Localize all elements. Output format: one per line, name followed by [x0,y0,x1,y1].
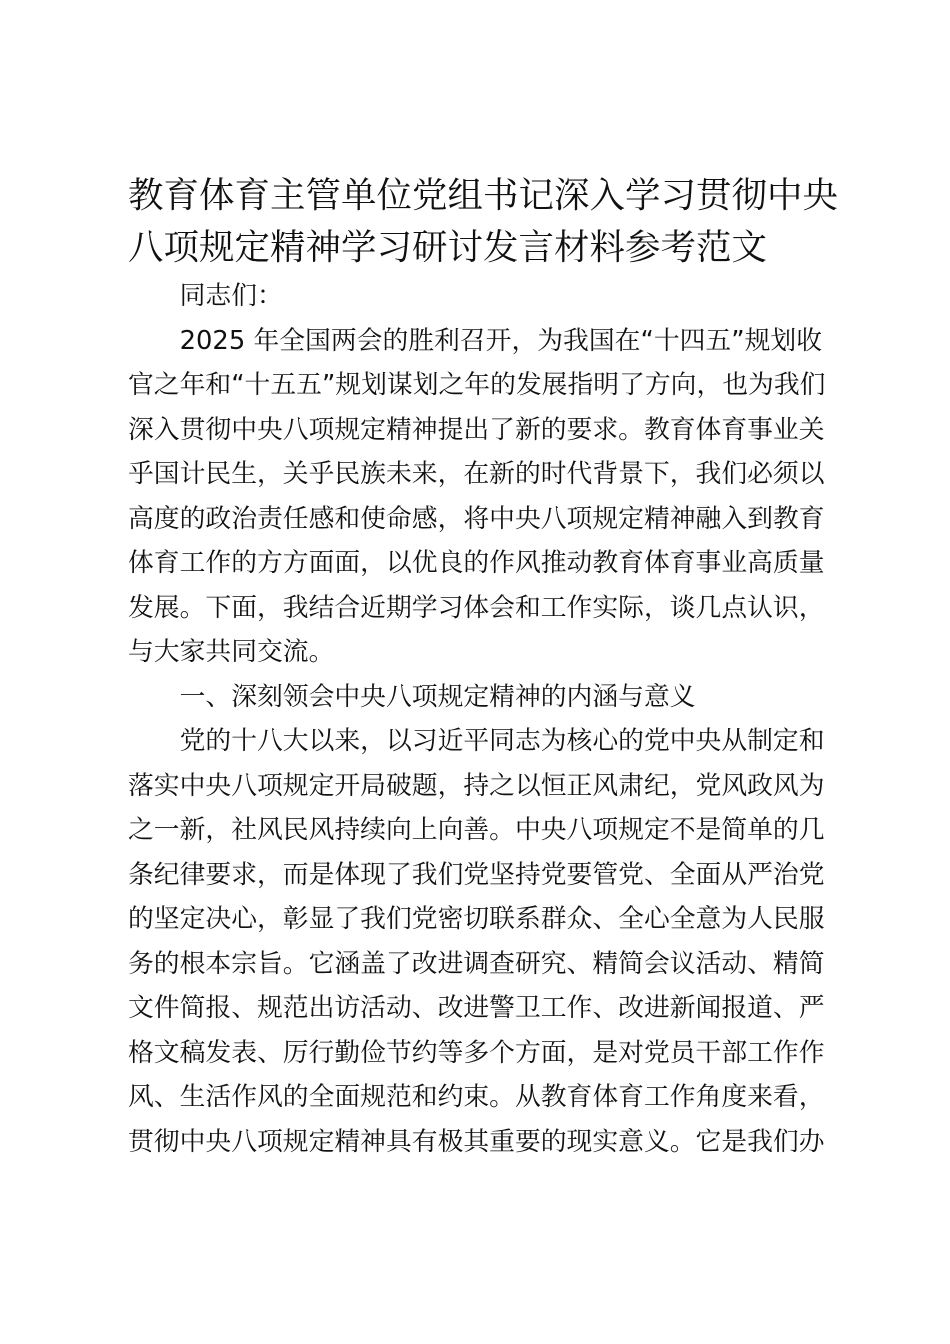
paragraph-2 [128,719,825,1164]
section-1-heading: 一、深刻领会中央八项规定精神的内涵与意义 [179,681,696,712]
title-line-2: 八项规定精神学习研讨发言材料参考范文 [128,227,768,268]
title-line-1: 教育体育主管单位党组书记深入学习贯彻中央 [128,175,839,216]
document-page [128,170,839,1164]
paragraph-2-line-10: 贯彻中央八项规定精神具有极其重要的现实意义。它是我们办 [128,1126,825,1157]
paragraph-1-line-3: 深入贯彻中央八项规定精神提出了新的要求。教育体育事业关 [128,414,825,445]
paragraph-1-line-8: 与大家共同交流。 [128,637,335,667]
paragraph-1-line-6: 体育工作的方方面面，以优良的作风推动教育体育事业高质量 [128,548,825,578]
salutation: 同志们： [179,281,283,311]
paragraph-2-line-1: 党的十八大以来，以习近平同志为核心的党中央从制定和 [179,726,825,756]
paragraph-2-line-2: 落实中央八项规定开局破题，持之以恒正风肃纪，党风政风为 [128,770,825,801]
paragraph-2-line-3: 之一新，社风民风持续向上向善。中央八项规定不是简单的几 [128,815,825,845]
paragraph-2-line-4: 条纪律要求，而是体现了我们党坚持党要管党、全面从严治党 [128,859,825,890]
paragraph-1-line-7: 发展。下面，我结合近期学习体会和工作实际，谈几点认识， [128,592,825,623]
paragraph-2-line-9: 风、生活作风的全面规范和约束。从教育体育工作角度来看， [128,1082,825,1112]
paragraph-1 [128,319,826,675]
paragraph-2-line-5: 的坚定决心，彰显了我们党密切联系群众、全心全意为人民服 [128,904,825,934]
paragraph-2-line-7: 文件简报、规范出访活动、改进警卫工作、改进新闻报道、严 [128,993,825,1023]
paragraph-1-line-1: 2025 年全国两会的胜利召开，为我国在“十四五”规划收 [179,325,822,356]
paragraph-2-line-6: 务的根本宗旨。它涵盖了改进调查研究、精简会议活动、精简 [128,948,825,979]
paragraph-2-line-8: 格文稿发表、厉行勤俭节约等多个方面，是对党员干部工作作 [128,1037,825,1068]
document-title [128,170,839,274]
paragraph-1-line-4: 乎国计民生，关乎民族未来，在新的时代背景下，我们必须以 [128,459,825,489]
paragraph-1-line-2: 官之年和“十五五”规划谋划之年的发展指明了方向，也为我们 [128,370,826,400]
paragraph-1-line-5: 高度的政治责任感和使命感，将中央八项规定精神融入到教育 [128,503,825,534]
